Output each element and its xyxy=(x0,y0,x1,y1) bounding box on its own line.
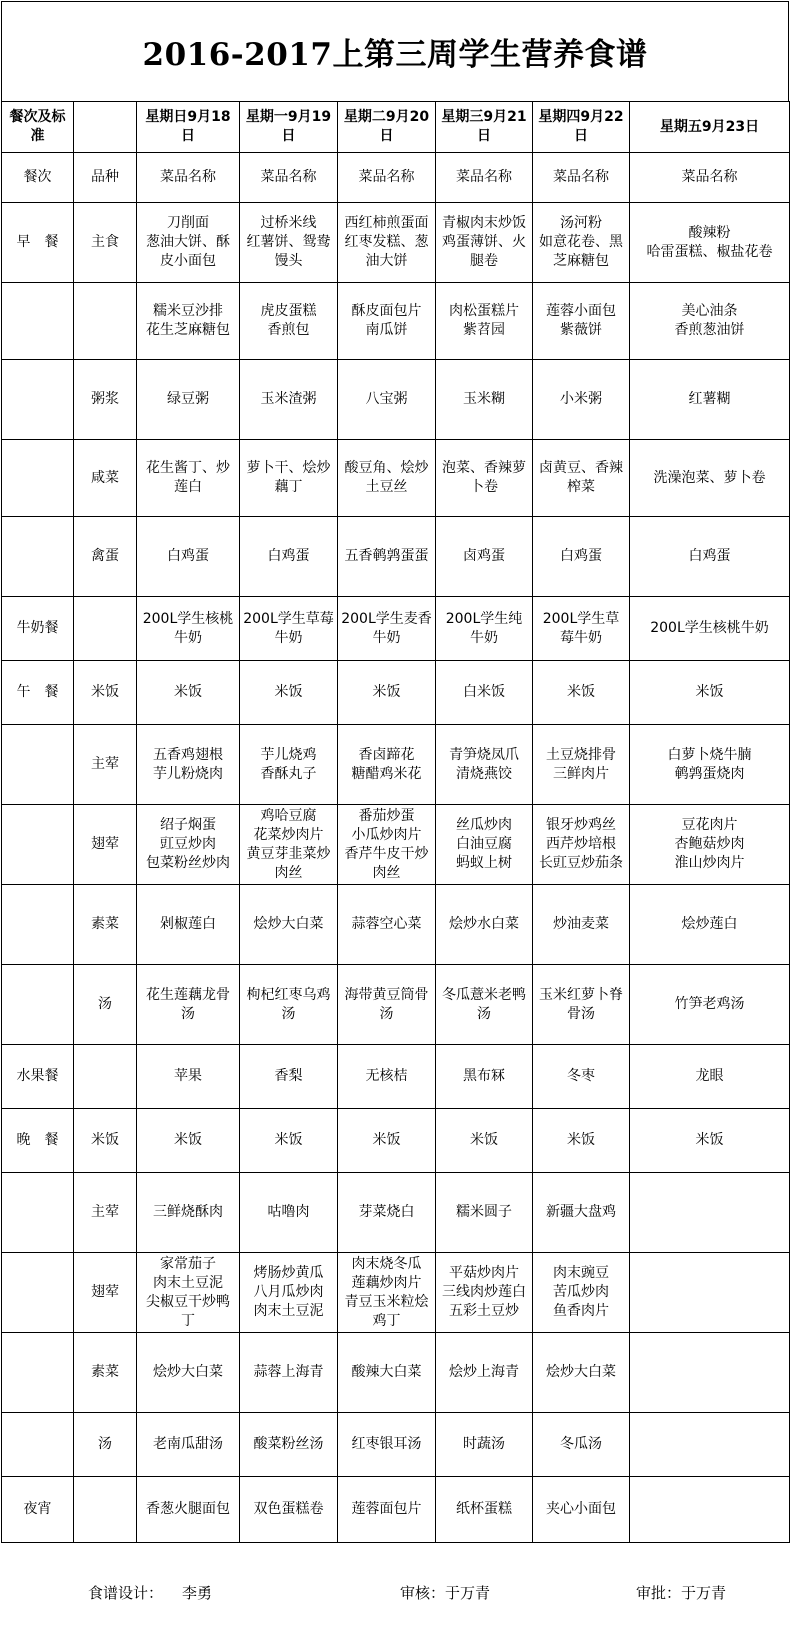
meal-cell: 晚 餐 xyxy=(2,1109,74,1173)
category-cell: 品种 xyxy=(74,153,137,203)
dish-cell: 卤鸡蛋 xyxy=(436,517,533,597)
menu-row xyxy=(2,1413,790,1477)
menu-row xyxy=(2,885,790,965)
menu-row xyxy=(2,517,790,597)
dish-cell: 红薯糊 xyxy=(630,360,790,440)
menu-row xyxy=(2,1109,790,1173)
dish-cell: 枸杞红枣乌鸡汤 xyxy=(240,965,338,1045)
day-header: 星期二9月20日 xyxy=(338,102,436,153)
dish-cell: 八宝粥 xyxy=(338,360,436,440)
meal-cell: 午 餐 xyxy=(2,661,74,725)
menu-row xyxy=(2,597,790,661)
dish-cell: 五香鸡翅根 芋儿粉烧肉 xyxy=(137,725,240,805)
meal-cell: 水果餐 xyxy=(2,1045,74,1109)
dish-cell: 米饭 xyxy=(338,1109,436,1173)
category-cell: 禽蛋 xyxy=(74,517,137,597)
dish-cell: 家常茄子 肉末土豆泥 尖椒豆干炒鸭丁 xyxy=(137,1253,240,1333)
dish-cell: 白米饭 xyxy=(436,661,533,725)
page-title: 2016-2017上第三周学生营养食谱 xyxy=(142,37,648,73)
category-cell xyxy=(74,1045,137,1109)
dish-cell: 萝卜干、烩炒藕丁 xyxy=(240,440,338,517)
dish-cell: 三鲜烧酥肉 xyxy=(137,1173,240,1253)
meal-cell xyxy=(2,1413,74,1477)
dish-cell: 200L学生草莓牛奶 xyxy=(533,597,630,661)
dish-cell: 玉米红萝卜脊骨汤 xyxy=(533,965,630,1045)
category-cell xyxy=(74,1477,137,1543)
approver: 审批：于万青 xyxy=(636,1584,727,1602)
dish-cell: 烩炒大白菜 xyxy=(137,1333,240,1413)
dish-cell: 龙眼 xyxy=(630,1045,790,1109)
dish-cell: 米饭 xyxy=(533,661,630,725)
dish-cell: 海带黄豆筒骨汤 xyxy=(338,965,436,1045)
dish-cell: 白鸡蛋 xyxy=(240,517,338,597)
meal-cell xyxy=(2,1333,74,1413)
dish-cell: 小米粥 xyxy=(533,360,630,440)
dish-cell: 丝瓜炒肉 白油豆腐 蚂蚁上树 xyxy=(436,805,533,885)
dish-cell: 白鸡蛋 xyxy=(137,517,240,597)
dish-cell: 烩炒上海青 xyxy=(436,1333,533,1413)
dish-cell: 无核桔 xyxy=(338,1045,436,1109)
category-cell: 素菜 xyxy=(74,1333,137,1413)
menu-row xyxy=(2,283,790,360)
meal-cell xyxy=(2,725,74,805)
dish-cell: 米饭 xyxy=(533,1109,630,1173)
dish-cell: 泡菜、香辣萝卜卷 xyxy=(436,440,533,517)
category-cell: 翅荤 xyxy=(74,805,137,885)
menu-row xyxy=(2,1333,790,1413)
dish-cell: 洗澡泡菜、萝卜卷 xyxy=(630,440,790,517)
meal-cell xyxy=(2,1253,74,1333)
category-cell: 主荤 xyxy=(74,725,137,805)
menu-row xyxy=(2,725,790,805)
dish-cell: 卤黄豆、香辣榨菜 xyxy=(533,440,630,517)
dish-cell: 红枣银耳汤 xyxy=(338,1413,436,1477)
meal-cell xyxy=(2,517,74,597)
dish-cell: 菜品名称 xyxy=(240,153,338,203)
dish-cell: 米饭 xyxy=(338,661,436,725)
dish-cell: 糯米豆沙排 花生芝麻糖包 xyxy=(137,283,240,360)
dish-cell: 芽菜烧白 xyxy=(338,1173,436,1253)
dish-cell: 肉松蛋糕片 紫苕园 xyxy=(436,283,533,360)
dish-cell xyxy=(630,1333,790,1413)
dish-cell: 200L学生草莓牛奶 xyxy=(240,597,338,661)
category-cell: 粥浆 xyxy=(74,360,137,440)
dish-cell: 莲蓉面包片 xyxy=(338,1477,436,1543)
dish-cell: 香葱火腿面包 xyxy=(137,1477,240,1543)
dish-cell: 青笋烧凤爪 清烧燕饺 xyxy=(436,725,533,805)
menu-row xyxy=(2,1173,790,1253)
day-header: 星期四9月22日 xyxy=(533,102,630,153)
dish-cell xyxy=(630,1413,790,1477)
dish-cell: 五香鹌鹑蛋蛋 xyxy=(338,517,436,597)
dish-cell: 菜品名称 xyxy=(533,153,630,203)
dish-cell: 花生莲藕龙骨汤 xyxy=(137,965,240,1045)
menu-row xyxy=(2,1253,790,1333)
day-header: 星期三9月21日 xyxy=(436,102,533,153)
dish-cell: 米饭 xyxy=(436,1109,533,1173)
meal-cell xyxy=(2,965,74,1045)
dish-cell: 竹笋老鸡汤 xyxy=(630,965,790,1045)
dish-cell: 烤肠炒黄瓜 八月瓜炒肉 肉末土豆泥 xyxy=(240,1253,338,1333)
dish-cell: 纸杯蛋糕 xyxy=(436,1477,533,1543)
dish-cell: 米饭 xyxy=(137,661,240,725)
title-box xyxy=(1,1,789,101)
dish-cell: 夹心小面包 xyxy=(533,1477,630,1543)
dish-cell: 鸡哈豆腐 花菜炒肉片 黄豆芽韭菜炒肉丝 xyxy=(240,805,338,885)
dish-cell: 200L学生纯牛奶 xyxy=(436,597,533,661)
header-row xyxy=(2,102,790,153)
dish-cell: 花生酱丁、炒莲白 xyxy=(137,440,240,517)
meal-cell xyxy=(2,440,74,517)
dish-cell: 西红柿煎蛋面 红枣发糕、葱油大饼 xyxy=(338,203,436,283)
dish-cell: 美心油条 香煎葱油饼 xyxy=(630,283,790,360)
dish-cell: 200L学生麦香牛奶 xyxy=(338,597,436,661)
dish-cell: 香卤蹄花 糖醋鸡米花 xyxy=(338,725,436,805)
menu-row xyxy=(2,965,790,1045)
dish-cell: 炒油麦菜 xyxy=(533,885,630,965)
meal-cell: 牛奶餐 xyxy=(2,597,74,661)
dish-cell xyxy=(630,1173,790,1253)
dish-cell: 新疆大盘鸡 xyxy=(533,1173,630,1253)
dish-cell: 时蔬汤 xyxy=(436,1413,533,1477)
dish-cell xyxy=(630,1253,790,1333)
dish-cell: 烩炒大白菜 xyxy=(240,885,338,965)
dish-cell: 白鸡蛋 xyxy=(630,517,790,597)
dish-cell: 200L学生核桃牛奶 xyxy=(137,597,240,661)
dish-cell: 肉末豌豆 苦瓜炒肉 鱼香肉片 xyxy=(533,1253,630,1333)
dish-cell xyxy=(630,1477,790,1543)
category-cell: 咸菜 xyxy=(74,440,137,517)
dish-cell: 菜品名称 xyxy=(338,153,436,203)
menu-row xyxy=(2,805,790,885)
category-cell xyxy=(74,597,137,661)
meal-cell xyxy=(2,360,74,440)
dish-cell: 咕噜肉 xyxy=(240,1173,338,1253)
day-header: 星期五9月23日 xyxy=(630,102,790,153)
menu-row xyxy=(2,1477,790,1543)
meal-cell: 夜宵 xyxy=(2,1477,74,1543)
dish-cell: 黑布冧 xyxy=(436,1045,533,1109)
dish-cell: 酥皮面包片 南瓜饼 xyxy=(338,283,436,360)
dish-cell: 冬瓜薏米老鸭汤 xyxy=(436,965,533,1045)
menu-row xyxy=(2,153,790,203)
reviewer: 审核：于万青 xyxy=(400,1584,491,1602)
dish-cell: 剁椒莲白 xyxy=(137,885,240,965)
dish-cell: 芋儿烧鸡 香酥丸子 xyxy=(240,725,338,805)
designer-name: 李勇 xyxy=(182,1584,213,1602)
dish-cell: 白萝卜烧牛腩 鹌鹑蛋烧肉 xyxy=(630,725,790,805)
dish-cell: 菜品名称 xyxy=(436,153,533,203)
menu-table-body xyxy=(2,102,790,1543)
dish-cell: 冬枣 xyxy=(533,1045,630,1109)
dish-cell: 酸辣大白菜 xyxy=(338,1333,436,1413)
dish-cell: 豆花肉片 杏鲍菇炒肉 淮山炒肉片 xyxy=(630,805,790,885)
dish-cell: 酸辣粉 哈雷蛋糕、椒盐花卷 xyxy=(630,203,790,283)
menu-row xyxy=(2,1045,790,1109)
header-corner: 餐次及标准 xyxy=(2,102,74,153)
dish-cell: 酸菜粉丝汤 xyxy=(240,1413,338,1477)
category-cell: 米饭 xyxy=(74,1109,137,1173)
dish-cell: 苹果 xyxy=(137,1045,240,1109)
meal-cell: 早 餐 xyxy=(2,203,74,283)
dish-cell: 白鸡蛋 xyxy=(533,517,630,597)
dish-cell: 绿豆粥 xyxy=(137,360,240,440)
menu-row xyxy=(2,661,790,725)
footer xyxy=(0,1572,791,1612)
dish-cell: 汤河粉 如意花卷、黑芝麻糖包 xyxy=(533,203,630,283)
dish-cell: 烩炒大白菜 xyxy=(533,1333,630,1413)
dish-cell: 番茄炒蛋 小瓜炒肉片 香芹牛皮干炒肉丝 xyxy=(338,805,436,885)
dish-cell: 米饭 xyxy=(137,1109,240,1173)
category-cell: 主荤 xyxy=(74,1173,137,1253)
dish-cell: 香梨 xyxy=(240,1045,338,1109)
dish-cell: 蒜蓉空心菜 xyxy=(338,885,436,965)
dish-cell: 蒜蓉上海青 xyxy=(240,1333,338,1413)
dish-cell: 烩炒水白菜 xyxy=(436,885,533,965)
dish-cell: 平菇炒肉片 三线肉炒莲白 五彩土豆炒 xyxy=(436,1253,533,1333)
dish-cell: 烩炒莲白 xyxy=(630,885,790,965)
meal-cell xyxy=(2,885,74,965)
meal-cell xyxy=(2,805,74,885)
menu-table xyxy=(1,101,790,1543)
dish-cell: 糯米圆子 xyxy=(436,1173,533,1253)
category-cell: 米饭 xyxy=(74,661,137,725)
designer-label: 食谱设计： xyxy=(88,1584,164,1602)
dish-cell: 米饭 xyxy=(630,1109,790,1173)
meal-cell xyxy=(2,1173,74,1253)
dish-cell: 绍子焖蛋 豇豆炒肉 包菜粉丝炒肉 xyxy=(137,805,240,885)
day-header: 星期一9月19日 xyxy=(240,102,338,153)
menu-row xyxy=(2,440,790,517)
dish-cell: 菜品名称 xyxy=(630,153,790,203)
meal-cell xyxy=(2,283,74,360)
dish-cell: 200L学生核桃牛奶 xyxy=(630,597,790,661)
menu-row xyxy=(2,360,790,440)
dish-cell: 米饭 xyxy=(240,1109,338,1173)
dish-cell: 双色蛋糕卷 xyxy=(240,1477,338,1543)
category-cell xyxy=(74,283,137,360)
dish-cell: 银牙炒鸡丝 西芹炒培根 长豇豆炒茄条 xyxy=(533,805,630,885)
category-cell: 素菜 xyxy=(74,885,137,965)
category-cell: 汤 xyxy=(74,965,137,1045)
dish-cell: 肉末烧冬瓜 莲藕炒肉片 青豆玉米粒烩鸡丁 xyxy=(338,1253,436,1333)
dish-cell: 过桥米线 红薯饼、鸳鸯馒头 xyxy=(240,203,338,283)
dish-cell: 米饭 xyxy=(240,661,338,725)
dish-cell: 米饭 xyxy=(630,661,790,725)
dish-cell: 玉米糊 xyxy=(436,360,533,440)
category-cell: 翅荤 xyxy=(74,1253,137,1333)
dish-cell: 青椒肉末炒饭 鸡蛋薄饼、火腿卷 xyxy=(436,203,533,283)
day-header: 星期日9月18日 xyxy=(137,102,240,153)
dish-cell: 虎皮蛋糕 香煎包 xyxy=(240,283,338,360)
meal-cell: 餐次 xyxy=(2,153,74,203)
dish-cell: 莲蓉小面包 紫薇饼 xyxy=(533,283,630,360)
dish-cell: 酸豆角、烩炒土豆丝 xyxy=(338,440,436,517)
dish-cell: 土豆烧排骨 三鲜肉片 xyxy=(533,725,630,805)
dish-cell: 冬瓜汤 xyxy=(533,1413,630,1477)
dish-cell: 菜品名称 xyxy=(137,153,240,203)
menu-row xyxy=(2,203,790,283)
category-cell: 主食 xyxy=(74,203,137,283)
dish-cell: 玉米渣粥 xyxy=(240,360,338,440)
category-cell: 汤 xyxy=(74,1413,137,1477)
dish-cell: 刀削面 葱油大饼、酥皮小面包 xyxy=(137,203,240,283)
dish-cell: 老南瓜甜汤 xyxy=(137,1413,240,1477)
header-empty xyxy=(74,102,137,153)
